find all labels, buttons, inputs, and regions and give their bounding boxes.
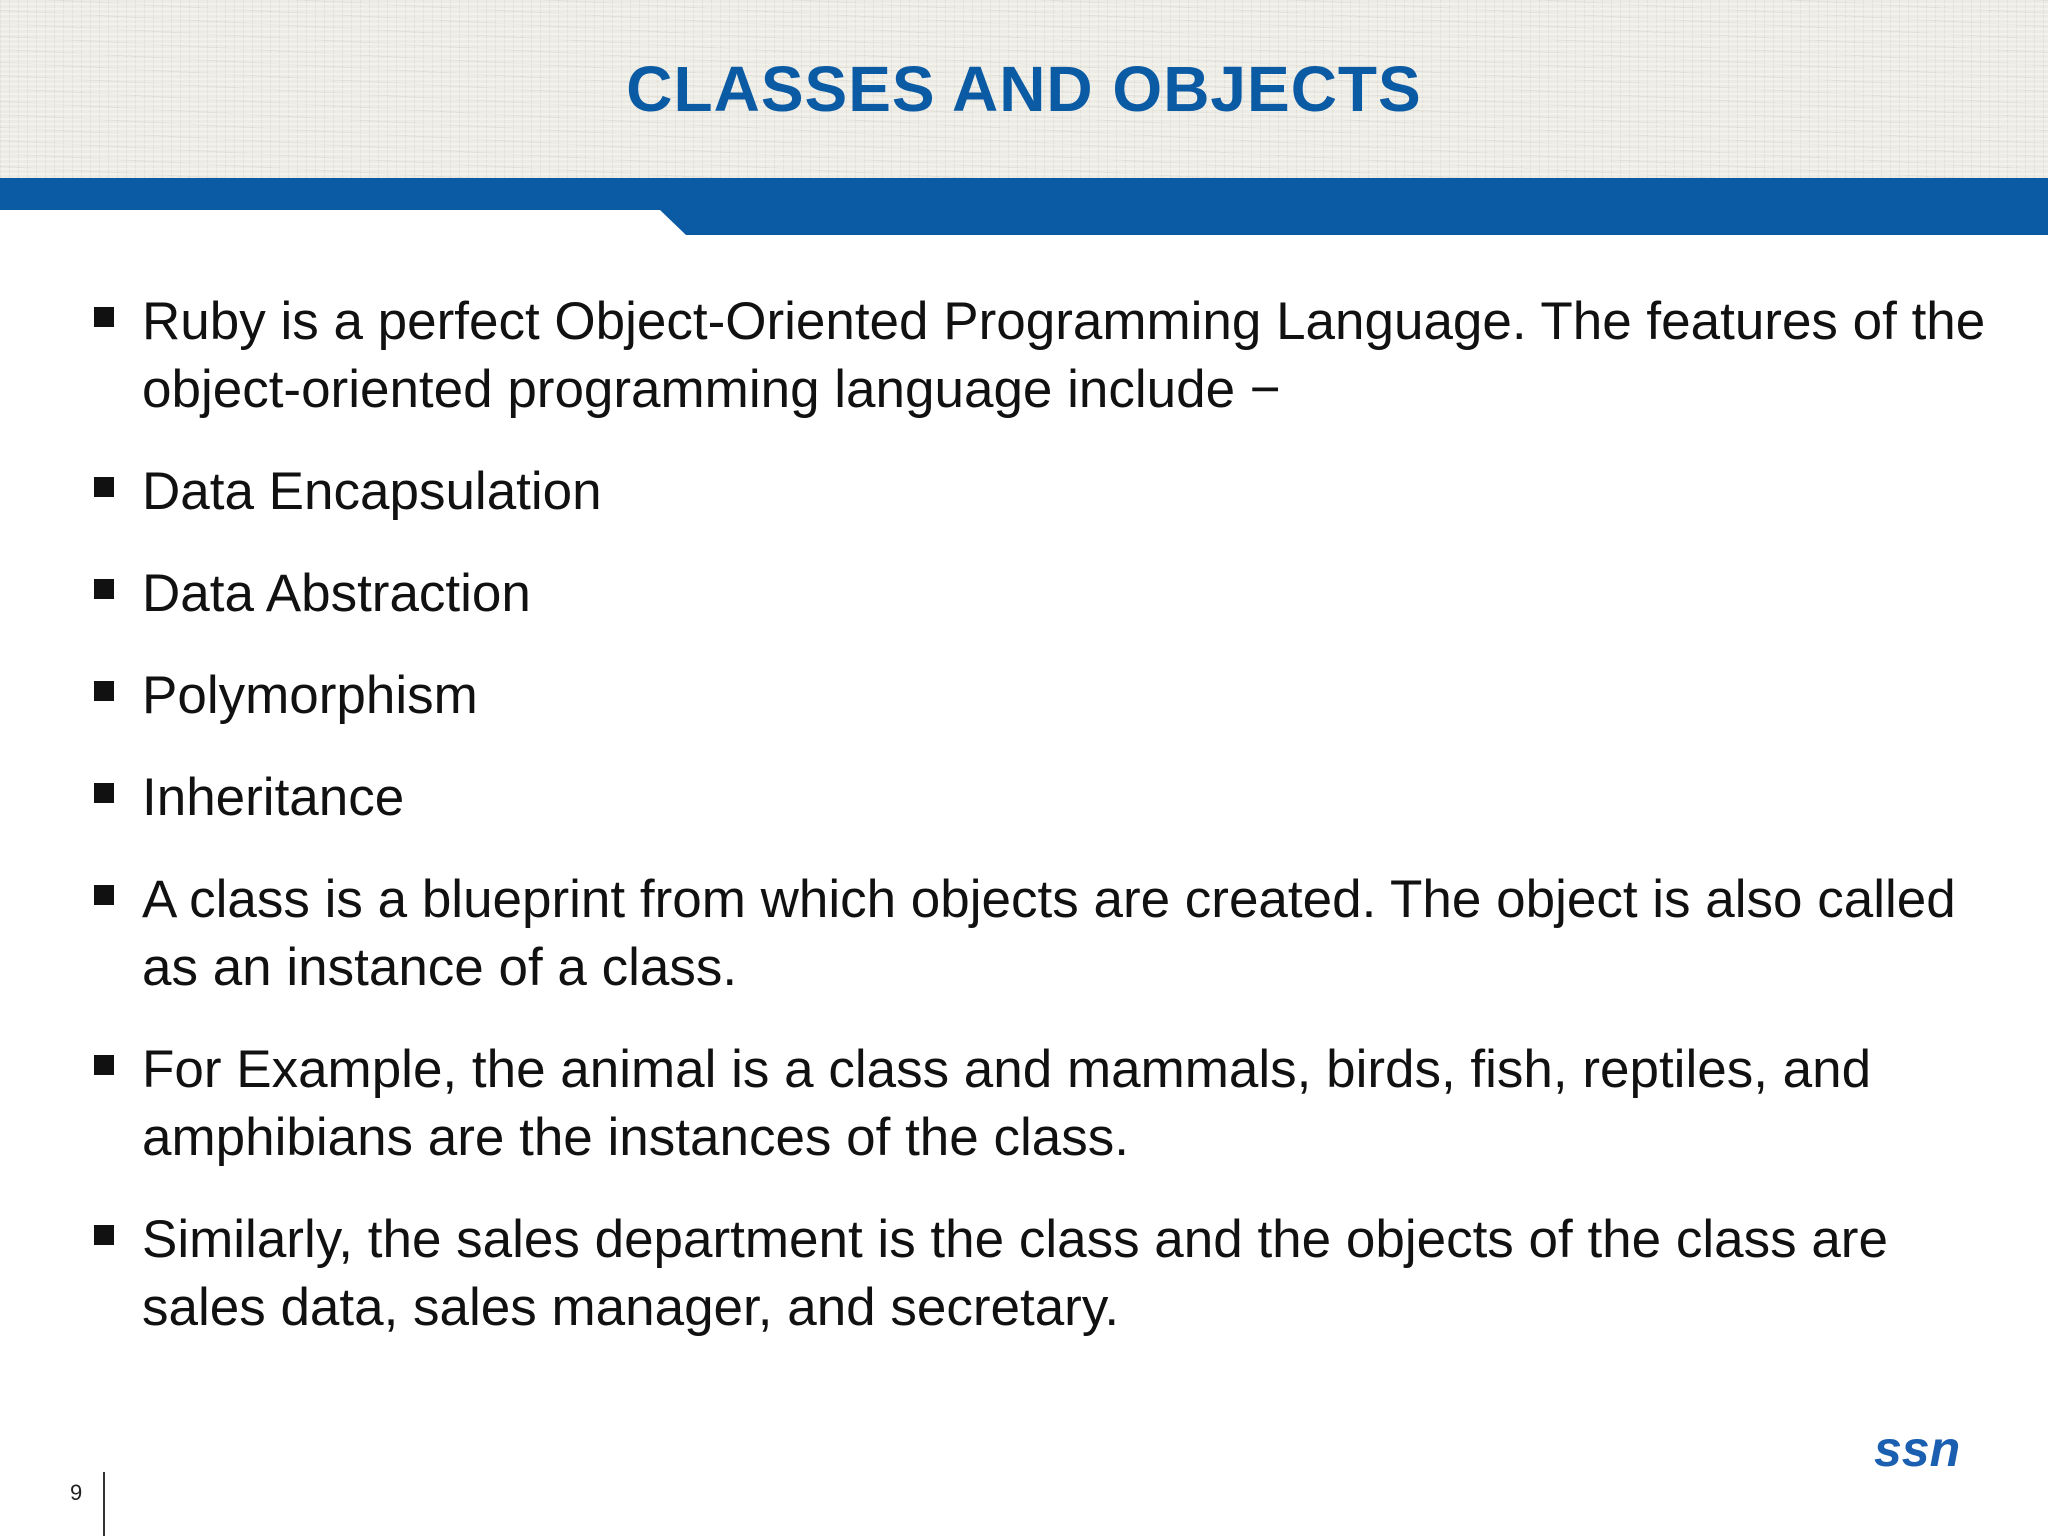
square-bullet-icon bbox=[94, 783, 114, 803]
bullet-item bbox=[92, 458, 1992, 526]
square-bullet-icon bbox=[94, 307, 114, 327]
square-bullet-icon bbox=[94, 1225, 114, 1245]
ssn-logo bbox=[1872, 1420, 1982, 1476]
bullet-text: Data Encapsulation bbox=[142, 462, 602, 521]
bullet-item bbox=[92, 662, 1992, 730]
bullet-item bbox=[92, 1206, 1992, 1342]
header-accent-bar bbox=[0, 178, 2048, 238]
bullet-item bbox=[92, 288, 1992, 424]
square-bullet-icon bbox=[94, 885, 114, 905]
bullet-item bbox=[92, 1036, 1992, 1172]
bullet-text: Polymorphism bbox=[142, 666, 478, 725]
bullet-item bbox=[92, 764, 1992, 832]
square-bullet-icon bbox=[94, 579, 114, 599]
page-number: 9 bbox=[70, 1480, 83, 1505]
bullet-text: Data Abstraction bbox=[142, 564, 531, 623]
bullet-text: A class is a blueprint from which objects are created. The object is also called as an instance of a class. bbox=[142, 870, 1956, 997]
bullet-item bbox=[92, 866, 1992, 1002]
logo-text: ssn bbox=[1874, 1421, 1961, 1476]
bullet-text: Similarly, the sales department is the class and the objects of the class are sales data, sales manager, and secretary. bbox=[142, 1210, 1888, 1337]
square-bullet-icon bbox=[94, 477, 114, 497]
page-number-divider bbox=[103, 1472, 105, 1536]
square-bullet-icon bbox=[94, 1055, 114, 1075]
bullet-text: For Example, the animal is a class and mammals, birds, fish, reptiles, and amphibians are the instances of the class. bbox=[142, 1040, 1872, 1167]
bullet-item bbox=[92, 560, 1992, 628]
bullet-text: Ruby is a perfect Object-Oriented Programming Language. The features of the object-oriented programming language include − bbox=[142, 292, 1986, 419]
accent-bar-shape bbox=[0, 178, 2048, 235]
bullet-text: Inheritance bbox=[142, 768, 405, 827]
bullet-list bbox=[92, 288, 1992, 1376]
square-bullet-icon bbox=[94, 681, 114, 701]
slide-title: CLASSES AND OBJECTS bbox=[626, 53, 1422, 125]
